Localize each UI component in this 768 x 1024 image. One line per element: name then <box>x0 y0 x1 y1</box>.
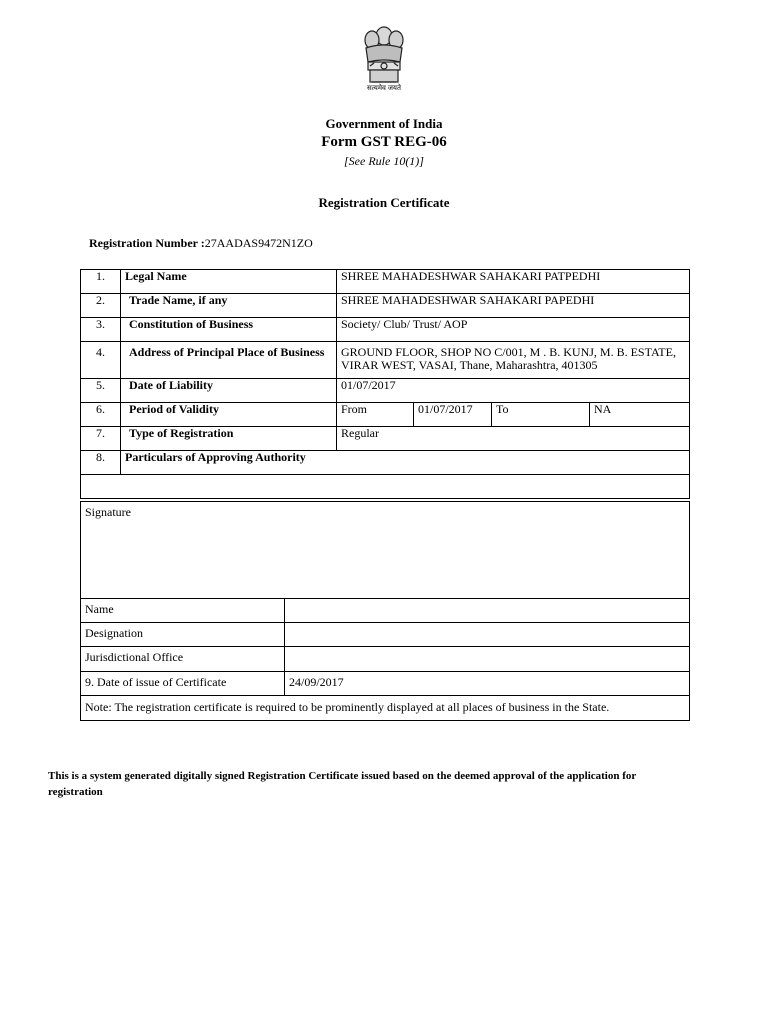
address-value: GROUND FLOOR, SHOP NO C/001, M . B. KUNJ, M. B. ESTATE, VIRAR WEST, VASAI, Thane, Maharashtra, 401305 <box>337 342 690 379</box>
constitution-label: Constitution of Business <box>121 318 337 342</box>
table-row <box>81 270 690 294</box>
designation-value <box>285 623 690 647</box>
row-number: 1. <box>81 270 121 294</box>
trade-name-label: Trade Name, if any <box>121 294 337 318</box>
validity-to-value: NA <box>590 403 690 427</box>
issue-date-label: 9. Date of issue of Certificate <box>81 672 285 696</box>
jurisdictional-office-label: Jurisdictional Office <box>81 647 285 672</box>
row-number: 2. <box>81 294 121 318</box>
certificate-title: Registration Certificate <box>318 195 450 210</box>
legal-name-value: SHREE MAHADESHWAR SAHAKARI PATPEDHI <box>337 270 690 294</box>
details-table <box>80 269 690 499</box>
validity-to-label: To <box>492 403 590 427</box>
table-row <box>81 451 690 475</box>
name-label: Name <box>81 599 285 623</box>
display-note: Note: The registration certificate is required to be prominently displayed at all places of business in the State. <box>81 696 690 721</box>
row-number: 4. <box>81 342 121 379</box>
approving-authority-label: Particulars of Approving Authority <box>121 451 690 475</box>
issue-date-value: 24/09/2017 <box>285 672 690 696</box>
trade-name-value: SHREE MAHADESHWAR SAHAKARI PAPEDHI <box>337 294 690 318</box>
validity-label: Period of Validity <box>121 403 337 427</box>
jurisdictional-office-value <box>285 647 690 672</box>
authority-table <box>80 501 690 721</box>
name-value <box>285 599 690 623</box>
signature-label: Signature <box>81 502 690 599</box>
row-number: 3. <box>81 318 121 342</box>
emblem-motto: सत्यमेव जयते <box>367 84 401 92</box>
table-row <box>81 475 690 499</box>
table-row <box>81 342 690 379</box>
row-number: 8. <box>81 451 121 475</box>
government-heading: Government of India <box>325 116 443 131</box>
designation-label: Designation <box>81 623 285 647</box>
registration-number-value: 27AADAS9472N1ZO <box>204 236 313 250</box>
table-row <box>81 427 690 451</box>
form-title: Form GST REG-06 <box>321 134 447 150</box>
registration-type-value: Regular <box>337 427 690 451</box>
table-row <box>81 379 690 403</box>
registration-number <box>89 236 313 251</box>
registration-type-label: Type of Registration <box>121 427 337 451</box>
table-row <box>81 318 690 342</box>
validity-from-label: From <box>337 403 414 427</box>
blank-cell <box>81 475 690 499</box>
table-row <box>81 502 690 599</box>
table-row <box>81 403 690 427</box>
table-row <box>81 623 690 647</box>
row-number: 6. <box>81 403 121 427</box>
row-number: 7. <box>81 427 121 451</box>
table-row <box>81 294 690 318</box>
liability-date-label: Date of Liability <box>121 379 337 403</box>
system-generated-note: This is a system generated digitally signed Registration Certificate issued based on the deemed approval of the application for registration <box>48 770 637 798</box>
registration-number-label: Registration Number : <box>89 236 205 250</box>
address-label: Address of Principal Place of Business <box>121 342 337 379</box>
row-number: 5. <box>81 379 121 403</box>
liability-date-value: 01/07/2017 <box>337 379 690 403</box>
table-row <box>81 647 690 672</box>
table-row <box>81 599 690 623</box>
constitution-value: Society/ Club/ Trust/ AOP <box>337 318 690 342</box>
legal-name-label: Legal Name <box>121 270 337 294</box>
table-row <box>81 672 690 696</box>
validity-from-value: 01/07/2017 <box>414 403 492 427</box>
table-row <box>81 696 690 721</box>
rule-reference: [See Rule 10(1)] <box>344 154 424 168</box>
